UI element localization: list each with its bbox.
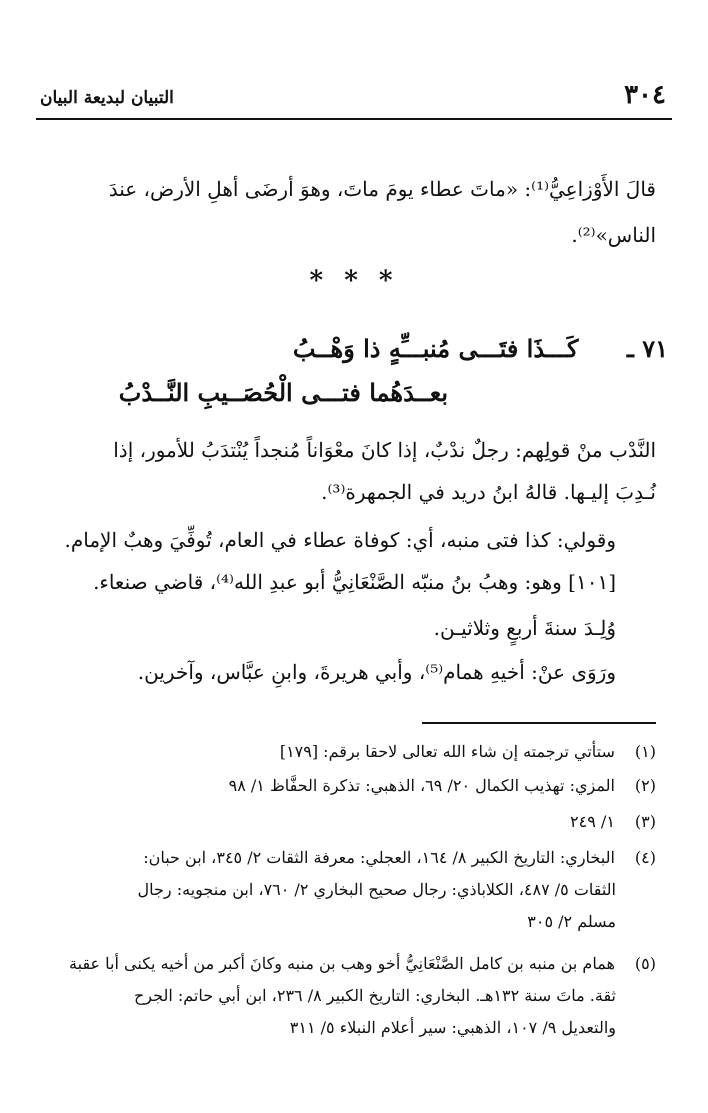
page-header — [36, 78, 672, 120]
running-title: التبيان لبديعة البيان — [40, 88, 174, 108]
body-line-5: وُلِـدَ سنةَ أربعٍ وثلاثيـن. — [433, 616, 616, 640]
verse-line-1 — [40, 334, 668, 363]
footnote-5-line-3: والتعديل ٩/ ١٠٧، الذهبي: سير أعلام النبلاء ٥/ ٣١١ — [289, 1018, 616, 1037]
body-line-3: وقولي: كذا فتى منبه، أي: كوفاة عطاء في العام، تُوفِّيَ وهبٌ الإمام. — [64, 528, 616, 552]
footnote-number: (٥) — [634, 954, 656, 973]
verse-hemistich-1: كَـــذَا فتَـــى مُنبـــِّهٍ ذا وَهْــبُ — [292, 334, 579, 363]
footnote-number: (٤) — [634, 848, 656, 867]
footnote-number: (٢) — [634, 776, 656, 795]
footnote-5-line-2: ثقة. ماتَ سنة ١٣٢هـ. البخاري: التاريخ الكبير ٨/ ٢٣٦، ابن أبي حاتم: الجرح — [133, 986, 616, 1005]
footnote-4 — [40, 848, 656, 867]
footnote-3 — [40, 812, 656, 831]
body-line-6: ورَوَى عنْ: أخيهِ همام⁽⁵⁾، وأبي هريرةَ، وابنِ عبَّاس، وآخرين. — [137, 660, 616, 684]
footnote-text: همام بن منبه بن كامل الصَّنْعَانِيُّ أخو وهب بن منبه وكانَ أكبر من أخيه يكنى أبا عقبة — [69, 954, 615, 973]
footnote-number: (١) — [634, 742, 656, 761]
footnote-text: المزي: تهذيب الكمال ٢٠/ ٦٩، الذهبي: تذكرة الحفَّاظ ١/ ٩٨ — [228, 776, 615, 795]
footnote-text: البخاري: التاريخ الكبير ٨/ ١٦٤، العجلي: معرفة الثقات ٢/ ٣٤٥، ابن حبان: — [143, 848, 615, 867]
footnote-5 — [40, 954, 656, 973]
footnote-text: ستأتي ترجمته إن شاء الله تعالى لاحقا برقم: [١٧٩] — [279, 742, 615, 761]
quote-line-2: الناس»⁽²⁾. — [571, 223, 656, 247]
footnote-text: ١/ ٢٤٩ — [570, 812, 615, 831]
body-line-2: نُـدِبَ إليـها. قالهُ ابنُ دريد في الجمهرة⁽³⁾. — [321, 480, 656, 504]
footnote-4-line-3: مسلم ٢/ ٣٠٥ — [527, 912, 616, 931]
footnote-2 — [40, 776, 656, 795]
body-line-4: [١٠١] وهو: وهبُ بنُ منبّه الصَّنْعَانِيُّ أبو عبدِ الله⁽⁴⁾، قاضي صنعاء. — [93, 570, 616, 594]
verse-number: ٧١ ـ — [626, 334, 668, 363]
quote-line-1: قالَ الأَوْزاعِيُّ⁽¹⁾: «ماتَ عطاء يومَ ماتَ، وهوَ أرضَى أهلِ الأرض، عندَ — [108, 177, 656, 201]
body-line-1: النَّدْب منْ قولِهم: رجلٌ ندْبٌ، إذا كانَ معْوَاناً مُنجداً يُنْتدَبُ للأمور، إذا — [113, 438, 656, 462]
footnote-number: (٣) — [634, 812, 656, 831]
footnote-1 — [40, 742, 656, 761]
page-number: ٣٠٤ — [624, 80, 666, 110]
section-separator: * * * — [309, 266, 399, 296]
footnote-4-line-2: الثقات ٥/ ٤٨٧، الكلاباذي: رجال صحيح البخاري ٢/ ٧٦٠، ابن منجويه: رجال — [137, 880, 616, 899]
verse-hemistich-2: بعــدَهُما فتـــى الْحُصَــيبِ النَّــدْبُ — [118, 378, 448, 407]
footnote-divider — [422, 722, 656, 724]
